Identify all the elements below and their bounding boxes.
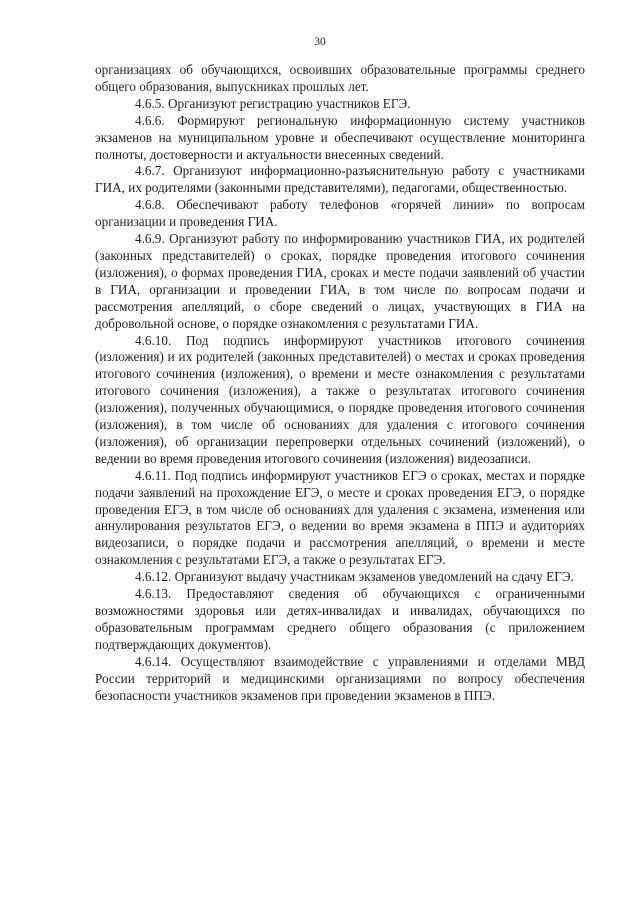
paragraph-4-6-13: 4.6.13. Предоставляют сведения об обучающихся с ограниченными возможностями здоровья или детях-инвалидах и инвалидах, обучающихся по образовательным программам среднего общего образования (с приложением подтверждающих документов). (95, 586, 585, 652)
paragraph-4-6-8: 4.6.8. Обеспечивают работу телефонов «горячей линии» по вопросам организации и проведения ГИА. (95, 197, 585, 230)
paragraph-4-6-14: 4.6.14. Осуществляют взаимодействие с управлениями и отделами МВД России территорий и медицинскими организациями по вопросу обеспечения безопасности участников экзаменов при проведении экзаменов в ППЭ. (95, 653, 585, 703)
paragraph-4-6-7: 4.6.7. Организуют информационно-разъяснительную работу с участниками ГИА, их родителями (законными представителями), педагогами, общественностью. (95, 163, 585, 196)
paragraph-4-6-10: 4.6.10. Под подпись информируют участников итогового сочинения (изложения) и их родителей (законных представителей) о местах и сроках проведения итогового сочинения (изложения), о времени и месте ознакомления с результатами итогового сочинения (изложения), а также о результатах итогового сочинения (изложения), полученных обучающимися, о порядке проведения итогового сочинения (изложения), в том числе об основаниях для удаления с итогового сочинения (изложения), об организации перепроверки отдельных сочинений (изложений), о ведении во время проведения итогового сочинения (изложения) видеозаписи. (95, 332, 585, 466)
paragraph-4-6-12: 4.6.12. Организуют выдачу участникам экзаменов уведомлений на сдачу ЕГЭ. (135, 569, 574, 585)
page-number: 30 (314, 36, 326, 48)
paragraph-4-6-6: 4.6.6. Формируют региональную информационную систему участников экзаменов на муниципальном уровне и обеспечивают осуществление мониторинга полноты, достоверности и актуальности внесенных сведений. (95, 112, 585, 162)
paragraph-4-6-9: 4.6.9. Организуют работу по информированию участников ГИА, их родителей (законных представителей) о сроках, порядке проведения итогового сочинения (изложения), о формах проведения ГИА, сроках и месте подачи заявлений об участии в ГИА, организации и проведении ГИА, в том числе по вопросам подачи и рассмотрения апелляций, о сборе сведений о лицах, участвующих в ГИА на добровольной основе, о порядке ознакомления с результатами ГИА. (95, 231, 585, 331)
paragraph-continuation: организациях об обучающихся, освоивших образовательные программы среднего общего образования, выпускниках прошлых лет. (95, 62, 585, 94)
paragraph-4-6-5: 4.6.5. Организуют регистрацию участников ЕГЭ. (135, 95, 411, 111)
paragraph-4-6-11: 4.6.11. Под подпись информируют участников ЕГЭ о сроках, местах и порядке подачи заявлений на прохождение ЕГЭ, о месте и сроках проведения ЕГЭ, о порядке проведения ЕГЭ, в том числе об основаниях для удаления с экзамена, изменения или аннулирования результатов ЕГЭ, о ведении во время экзамена в ППЭ и аудиториях видеозаписи, о порядке подачи и рассмотрения апелляций, о времени и месте ознакомления с результатами ЕГЭ, а также о результатах ЕГЭ. (95, 467, 585, 568)
document-body (95, 62, 585, 704)
